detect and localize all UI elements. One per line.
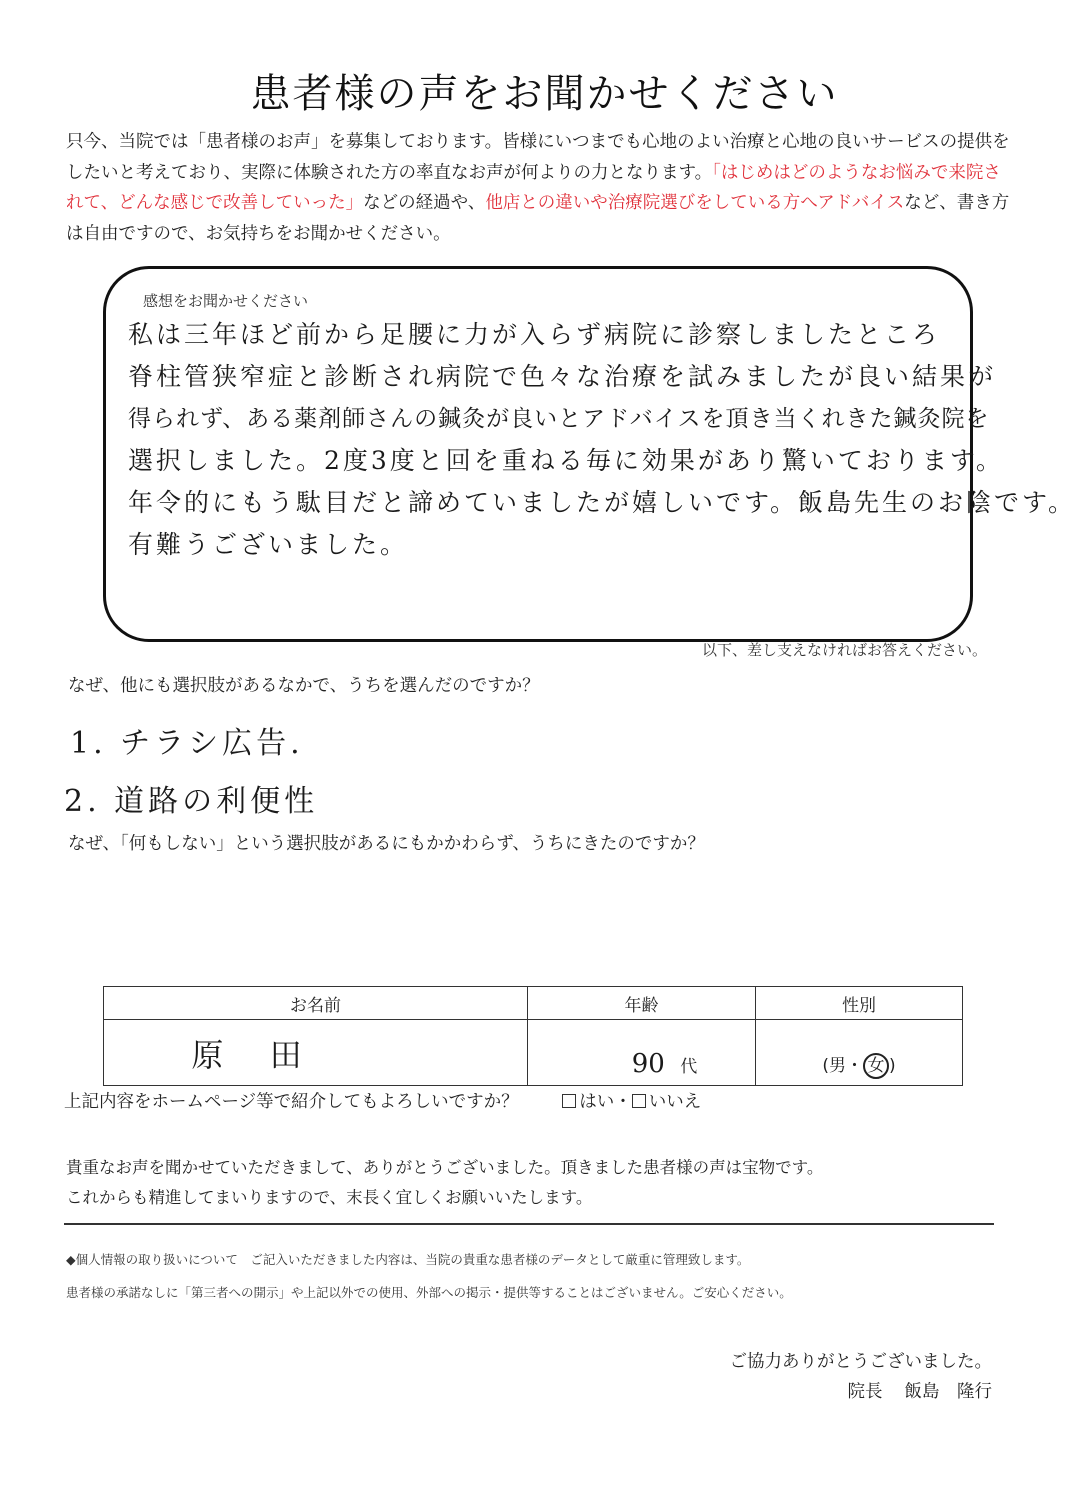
gender-header: 性別	[756, 987, 963, 1020]
optional-note: 以下、差し支えなければお答えください。	[701, 641, 987, 659]
comment-line: 選択しました。2度3度と回を重ねる毎に効果があり驚いております。	[128, 446, 1004, 475]
comment-line: 年令的にもう駄目だと諦めていましたが嬉しいです。飯島先生のお陰です。	[128, 488, 1077, 517]
closing-message	[66, 1153, 823, 1213]
signature	[848, 1378, 993, 1403]
gender-cell[interactable]	[756, 1020, 963, 1086]
consent-yes-label: はい・	[579, 1092, 632, 1112]
intro-text-1: 只今、当院では「患者様のお声」を募集しております。皆様にいつまでも心地のよい治療と心地の良いサービスの提供をしたいと考えており、実際に体験された方の率直なお声が何よりの力となります。	[66, 132, 1010, 183]
intro-highlight-2: 他店との違いや治療院選びをしている方へアドバイス	[485, 193, 905, 213]
comment-line: 私は三年ほど前から足腰に力が入らず病院に診察しましたところ	[128, 320, 941, 349]
intro-highlight-1: 「はじめはどのようなお悩みで来院されて、どんな感じで改善していった」	[66, 162, 1001, 213]
consent-no-label: いいえ	[648, 1092, 702, 1112]
answer-1: 1. チラシ広告.	[70, 726, 304, 761]
answer-2: 2. 道路の利便性	[64, 784, 319, 819]
consent-row	[64, 1088, 701, 1113]
comment-handwriting	[128, 314, 1077, 566]
consent-no-checkbox[interactable]	[632, 1094, 646, 1108]
consent-options	[562, 1092, 701, 1112]
intro-text-3: など、書き方は自由ですので、お気持ちをお聞かせください。	[66, 193, 1010, 244]
gender-options-close: )	[889, 1056, 896, 1076]
question-2: なぜ、「何もしない」という選択肢があるにもかかわらず、うちにきたのですか？	[68, 834, 705, 854]
intro-text-2: などの経過や、	[363, 193, 486, 213]
answer-2-area[interactable]	[68, 865, 988, 975]
divider	[64, 1223, 994, 1225]
closing-line-1: 貴重なお声を聞かせていただきまして、ありがとうございました。頂きました患者様の声は宝物です。	[66, 1158, 824, 1177]
comment-line: 脊柱管狭窄症と診断され病院で色々な治療を試みましたが良い結果が	[128, 362, 997, 391]
thanks-message: ご協力ありがとうございました。	[729, 1352, 992, 1372]
consent-question: 上記内容をホームページ等で紹介してもよろしいですか？	[64, 1092, 519, 1112]
privacy-line-1: ◆個人情報の取り扱いについて ご記入いただきました内容は、当院の貴重な患者様のデータとして厳重に管理致します。	[66, 1252, 750, 1267]
consent-yes-checkbox[interactable]	[562, 1094, 576, 1108]
age-header: 年齢	[528, 987, 756, 1020]
director-role: 院長	[847, 1382, 883, 1402]
name-header: お名前	[104, 987, 528, 1020]
comment-box-label: 感想をお聞かせください	[143, 292, 309, 310]
director-name: 飯島 隆行	[904, 1382, 992, 1402]
intro-paragraph	[66, 127, 1016, 249]
name-value: 原 田	[191, 1035, 320, 1074]
age-unit: 代	[680, 1057, 698, 1077]
comment-line: 得られず、ある薬剤師さんの鍼灸が良いとアドバイスを頂き当くれきた鍼灸院を	[128, 406, 990, 432]
question-1: なぜ、他にも選択肢があるなかで、うちを選んだのですか？	[68, 676, 540, 696]
closing-line-2: これからも精進してまいりますので、末長く宜しくお願いいたします。	[66, 1188, 593, 1207]
name-cell[interactable]	[104, 1020, 528, 1086]
age-cell[interactable]	[528, 1020, 756, 1086]
info-table	[103, 986, 963, 1086]
age-value: 90	[631, 1049, 665, 1079]
page-title: 患者様の声をお聞かせください	[250, 71, 839, 117]
comment-line: 有難うございました。	[128, 530, 409, 559]
gender-options-open: (男・	[822, 1056, 863, 1076]
privacy-line-2: 患者様の承諾なしに「第三者への開示」や上記以外での使用、外部への掲示・提供等することはございません。ご安心ください。	[66, 1285, 792, 1300]
gender-female-circled[interactable]: 女	[863, 1053, 889, 1079]
